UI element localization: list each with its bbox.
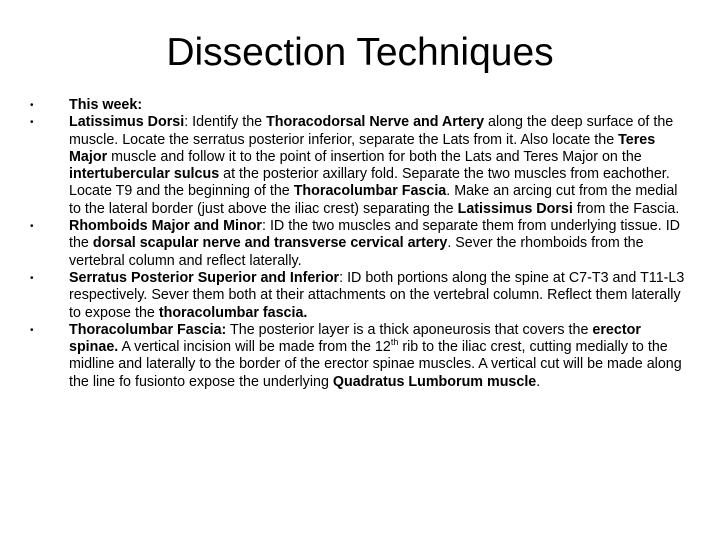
body-text: . Sever the rhomboids from the vertebral column and reflect laterally. — [69, 235, 644, 269]
body-text: The posterior layer is a thick aponeurosis that covers the — [226, 321, 593, 338]
body-text: : ID both portions along the spine at C7-T3 and T11-L3 respectively. Sever them both at their attachments on the vertebral column. Reflect them laterally to expose the — [69, 269, 685, 321]
bold-term: Thoracolumbar Fascia: — [69, 321, 227, 338]
bullet-marker: • — [30, 272, 34, 284]
bold-term: Latissimus Dorsi — [69, 114, 185, 131]
bullet-list — [30, 97, 690, 391]
bold-term: Teres Major — [69, 131, 656, 165]
body-text: : ID the two muscles and separate them from underlying tissue. ID the — [69, 218, 680, 252]
bold-term: Thoracolumbar Fascia — [293, 183, 447, 200]
bold-term: Quadratus Lumborum muscle — [332, 373, 537, 390]
bullet-item — [30, 97, 690, 114]
bullet-item — [30, 322, 690, 391]
bold-term: intertubercular sulcus — [69, 166, 220, 183]
bold-term: Thoracodorsal Nerve and Artery — [266, 114, 485, 131]
body-text: . — [536, 373, 541, 390]
bold-term: thoracolumbar fascia. — [158, 304, 308, 321]
bullet-item — [30, 270, 690, 322]
body-text: along the deep surface of the muscle. Locate the serratus posterior inferior, separate the Lats from it. Also locate the — [69, 114, 674, 148]
body-text: muscle and follow it to the point of insertion for both the Lats and Teres Major on the — [107, 148, 642, 165]
body-text: A vertical incision will be made from the 12 — [118, 339, 391, 356]
bold-term: Latissimus Dorsi — [457, 200, 573, 217]
bold-term: This week: — [69, 97, 143, 113]
bold-term: Rhomboids Major and Minor — [69, 218, 263, 235]
slide-title: Dissection Techniques — [166, 31, 554, 74]
bullet-item — [30, 218, 690, 270]
bullet-marker: • — [30, 324, 34, 336]
bullet-marker: • — [30, 117, 34, 129]
superscript-text: th — [390, 337, 399, 348]
bullet-marker: • — [30, 221, 34, 233]
bullet-marker: • — [30, 100, 34, 111]
bullet-item — [30, 114, 690, 218]
bold-term: Serratus Posterior Superior and Inferior — [69, 269, 340, 286]
body-text: . Make an arcing cut from the medial to the lateral border (just above the iliac crest) separating the — [69, 183, 678, 217]
bold-term: erector spinae. — [69, 321, 641, 356]
body-text: : Identify the — [184, 114, 267, 131]
body-text: at the posterior axillary fold. Separate the two muscles from eachother. Locate T9 and the beginning of the — [69, 166, 670, 200]
body-text: rib to the iliac crest, cutting medially to the midline and laterally to the border of the erector spinae muscles. A vertical cut will be made along the line fo fusionto expose the underlying — [69, 339, 682, 390]
bold-term: dorsal scapular nerve and transverse cervical artery — [92, 235, 448, 252]
body-text: from the Fascia. — [572, 200, 680, 217]
